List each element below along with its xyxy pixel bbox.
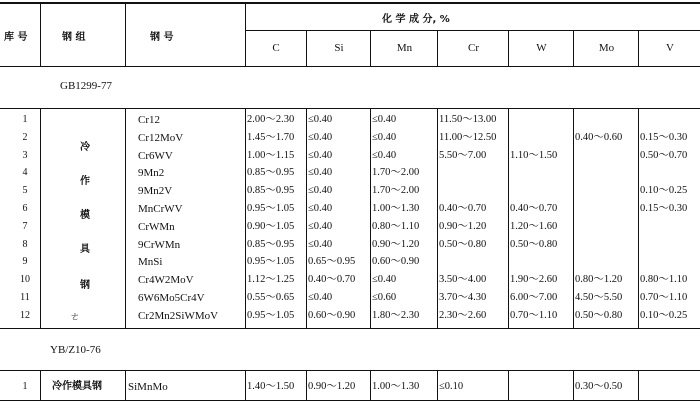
col-divider xyxy=(370,30,371,66)
header-element: Si xyxy=(334,42,344,54)
cell-mn: ≤0.40 xyxy=(372,274,397,286)
cell-mo xyxy=(575,219,638,235)
cell-c: 0.90～1.05 xyxy=(247,220,295,232)
row-grade: Cr4W2MoV xyxy=(138,274,194,287)
table-row xyxy=(0,374,700,400)
cell-w: 1.10～1.50 xyxy=(510,149,558,161)
row-number: 1 xyxy=(22,381,28,392)
cell-v xyxy=(640,112,700,128)
table-row xyxy=(0,308,700,324)
table-row xyxy=(0,290,700,306)
cell-si: ≤0.40 xyxy=(308,167,333,179)
row-grade: MnCrWV xyxy=(138,203,183,215)
cell-cr xyxy=(439,165,508,181)
header-grade: 钢 号 xyxy=(150,32,174,43)
cell-mn: 1.00～1.30 xyxy=(372,203,420,214)
row-number: 3 xyxy=(22,149,28,161)
cell-c: 0.85～0.95 xyxy=(247,167,295,179)
row-number: 9 xyxy=(22,256,28,268)
row-grade: CrWMn xyxy=(138,220,175,233)
header-sub-rule xyxy=(246,30,700,31)
cell-mo: 4.50～5.50 xyxy=(575,292,623,303)
cell-si: 0.90～1.20 xyxy=(308,381,356,392)
col-divider xyxy=(40,4,41,66)
cell-mo xyxy=(575,148,638,164)
group1-bottom-rule xyxy=(0,328,700,329)
table-row xyxy=(0,183,700,199)
row-number: 4 xyxy=(22,167,28,179)
row-grade: Cr12 xyxy=(138,114,160,126)
cell-w xyxy=(510,165,573,181)
cell-cr: 2.30～2.60 xyxy=(439,309,487,321)
table-row xyxy=(0,130,700,146)
table-row xyxy=(0,272,700,288)
cell-si: ≤0.40 xyxy=(308,220,333,232)
cell-v: 0.50～0.70 xyxy=(640,149,688,161)
row-number: 2 xyxy=(22,131,28,143)
row-grade: 9Mn2 xyxy=(138,167,165,180)
cell-w: 0.40～0.70 xyxy=(510,203,558,214)
cell-mn: 0.60～0.90 xyxy=(372,256,420,268)
cell-si: 0.65～0.95 xyxy=(308,256,356,268)
cell-si: ≤0.40 xyxy=(308,292,333,303)
cell-si: ≤0.40 xyxy=(308,131,333,143)
cell-v xyxy=(640,237,700,253)
cell-mn: ≤0.40 xyxy=(372,114,397,125)
cell-cr: 11.00～12.50 xyxy=(439,131,497,143)
row-grade: 6W6Mo5Cr4V xyxy=(138,292,205,304)
cell-mo xyxy=(575,254,638,270)
cell-w: 1.20～1.60 xyxy=(510,220,558,232)
cell-si: ≤0.40 xyxy=(308,185,333,197)
group2-bottom-rule xyxy=(0,400,700,401)
cell-w xyxy=(510,183,573,199)
group-label-char: 模 xyxy=(80,210,90,221)
col-divider xyxy=(573,30,574,66)
cell-c: 0.95～1.05 xyxy=(247,309,295,321)
row-number: 8 xyxy=(22,238,28,250)
cell-v: 0.15～0.30 xyxy=(640,203,688,214)
header-bottom-rule xyxy=(0,66,700,67)
row-grade: 9CrWMn xyxy=(138,238,181,251)
col-divider xyxy=(437,30,438,66)
cell-c: 0.95～1.05 xyxy=(247,256,295,268)
cell-c: 0.85～0.95 xyxy=(247,238,295,250)
row-number: 7 xyxy=(22,220,28,232)
standard-label-2: YB/Z10-76 xyxy=(50,344,101,356)
cell-mn: ≤0.60 xyxy=(372,292,397,303)
cell-v xyxy=(640,254,700,270)
group-label-char: 作 xyxy=(80,176,90,187)
table-top-rule xyxy=(0,2,700,4)
group-label-char: 具 xyxy=(80,244,90,255)
cell-cr: 0.40～0.70 xyxy=(439,203,487,214)
cell-cr: 0.50～0.80 xyxy=(439,238,487,250)
cell-c: 0.85～0.95 xyxy=(247,185,295,197)
cell-v: 0.70～1.10 xyxy=(640,292,688,303)
cell-mn: 1.00～1.30 xyxy=(372,381,420,392)
cell-mn: 0.90～1.20 xyxy=(372,238,420,250)
header-element: V xyxy=(666,42,674,54)
cell-cr: ≤0.10 xyxy=(439,381,464,392)
cell-v xyxy=(640,165,700,181)
table-row xyxy=(0,148,700,164)
row-number: 10 xyxy=(20,274,30,286)
cell-mo xyxy=(575,201,638,217)
cell-v: 0.10～0.25 xyxy=(640,185,688,197)
cell-mo xyxy=(575,237,638,253)
cell-w xyxy=(510,130,573,146)
header-no: 库 号 xyxy=(4,32,28,43)
cell-c: 2.00～2.30 xyxy=(247,114,295,125)
cell-c: 1.12～1.25 xyxy=(247,274,295,286)
standard-label-1: GB1299-77 xyxy=(60,80,112,92)
cell-v: 0.10～0.25 xyxy=(640,309,688,321)
cell-c: 1.40～1.50 xyxy=(247,381,295,392)
cell-si: ≤0.40 xyxy=(308,114,333,125)
table-row xyxy=(0,237,700,253)
table-row xyxy=(0,254,700,270)
cell-v: 0.80～1.10 xyxy=(640,274,688,286)
cell-mo: 0.40～0.60 xyxy=(575,131,623,143)
cell-mo: 0.50～0.80 xyxy=(575,309,623,321)
cell-c: 0.55～0.65 xyxy=(247,292,295,303)
cell-w xyxy=(510,112,573,128)
cell-mo xyxy=(575,165,638,181)
header-element: C xyxy=(272,42,280,54)
row-grade: SiMnMo xyxy=(128,381,168,393)
row-group: 冷作模具钢 xyxy=(52,381,102,392)
cell-mn: 1.70～2.00 xyxy=(372,167,420,179)
col-divider xyxy=(125,4,126,66)
cell-cr xyxy=(439,183,508,199)
cell-si: ≤0.40 xyxy=(308,238,333,250)
cell-cr: 11.50～13.00 xyxy=(439,114,497,125)
row-number: 1 xyxy=(22,114,28,125)
row-number: 5 xyxy=(22,185,28,197)
header-group: 钢 组 xyxy=(62,32,86,43)
table-row xyxy=(0,201,700,217)
cell-mn: 1.80～2.30 xyxy=(372,309,420,321)
col-divider xyxy=(508,30,509,66)
group2-top-rule xyxy=(0,370,700,371)
cell-w: 0.50～0.80 xyxy=(510,238,558,250)
table-row xyxy=(0,165,700,181)
cell-si: 0.40～0.70 xyxy=(308,274,356,286)
col-divider xyxy=(638,30,639,66)
cell-si: ≤0.40 xyxy=(308,149,333,161)
row-number: 11 xyxy=(20,292,30,303)
cell-mn: ≤0.40 xyxy=(372,131,397,143)
header-composition: 化 学 成 分, % xyxy=(382,14,450,25)
cell-w xyxy=(510,254,573,270)
row-number: 6 xyxy=(22,203,28,214)
cell-c: 1.00～1.15 xyxy=(247,149,295,161)
cell-v: 0.15～0.30 xyxy=(640,131,688,143)
cell-cr: 0.90～1.20 xyxy=(439,220,487,232)
cell-mn: 0.80～1.10 xyxy=(372,220,420,232)
group-label-char: 钢 xyxy=(80,280,90,291)
cell-v xyxy=(640,374,700,400)
cell-w: 0.70～1.10 xyxy=(510,309,558,321)
header-element: Cr xyxy=(468,42,479,54)
cell-mn: 1.70～2.00 xyxy=(372,185,420,197)
header-element: W xyxy=(536,42,547,54)
cell-c: 0.95～1.05 xyxy=(247,203,295,214)
header-element: Mo xyxy=(598,42,615,54)
row-grade: MnSi xyxy=(138,256,163,269)
col-divider xyxy=(306,30,307,66)
cell-w xyxy=(510,374,573,400)
cell-mo: 0.80～1.20 xyxy=(575,274,623,286)
group-mark: ㄜ xyxy=(70,312,80,323)
table-row xyxy=(0,219,700,235)
cell-cr xyxy=(439,254,508,270)
row-grade: 9Mn2V xyxy=(138,185,173,198)
row-number: 12 xyxy=(20,309,30,321)
cell-c: 1.45～1.70 xyxy=(247,131,295,143)
group-label-char: 冷 xyxy=(80,142,90,153)
cell-si: 0.60～0.90 xyxy=(308,309,356,321)
cell-mo: 0.30～0.50 xyxy=(575,381,623,392)
cell-mo xyxy=(575,112,638,128)
col-divider xyxy=(245,4,246,66)
cell-mo xyxy=(575,183,638,199)
row-grade: Cr6WV xyxy=(138,149,173,162)
header-element: Mn xyxy=(396,42,413,54)
cell-cr: 3.50～4.00 xyxy=(439,274,487,286)
cell-cr: 3.70～4.30 xyxy=(439,292,487,303)
group1-top-rule xyxy=(0,108,700,109)
cell-mn: ≤0.40 xyxy=(372,149,397,161)
table-row xyxy=(0,112,700,128)
cell-cr: 5.50～7.00 xyxy=(439,149,487,161)
row-grade: Cr2Mn2SiWMoV xyxy=(138,309,219,322)
cell-v xyxy=(640,219,700,235)
cell-w: 6.00～7.00 xyxy=(510,292,558,303)
cell-w: 1.90～2.60 xyxy=(510,274,558,286)
row-grade: Cr12MoV xyxy=(138,131,184,144)
cell-si: ≤0.40 xyxy=(308,203,333,214)
